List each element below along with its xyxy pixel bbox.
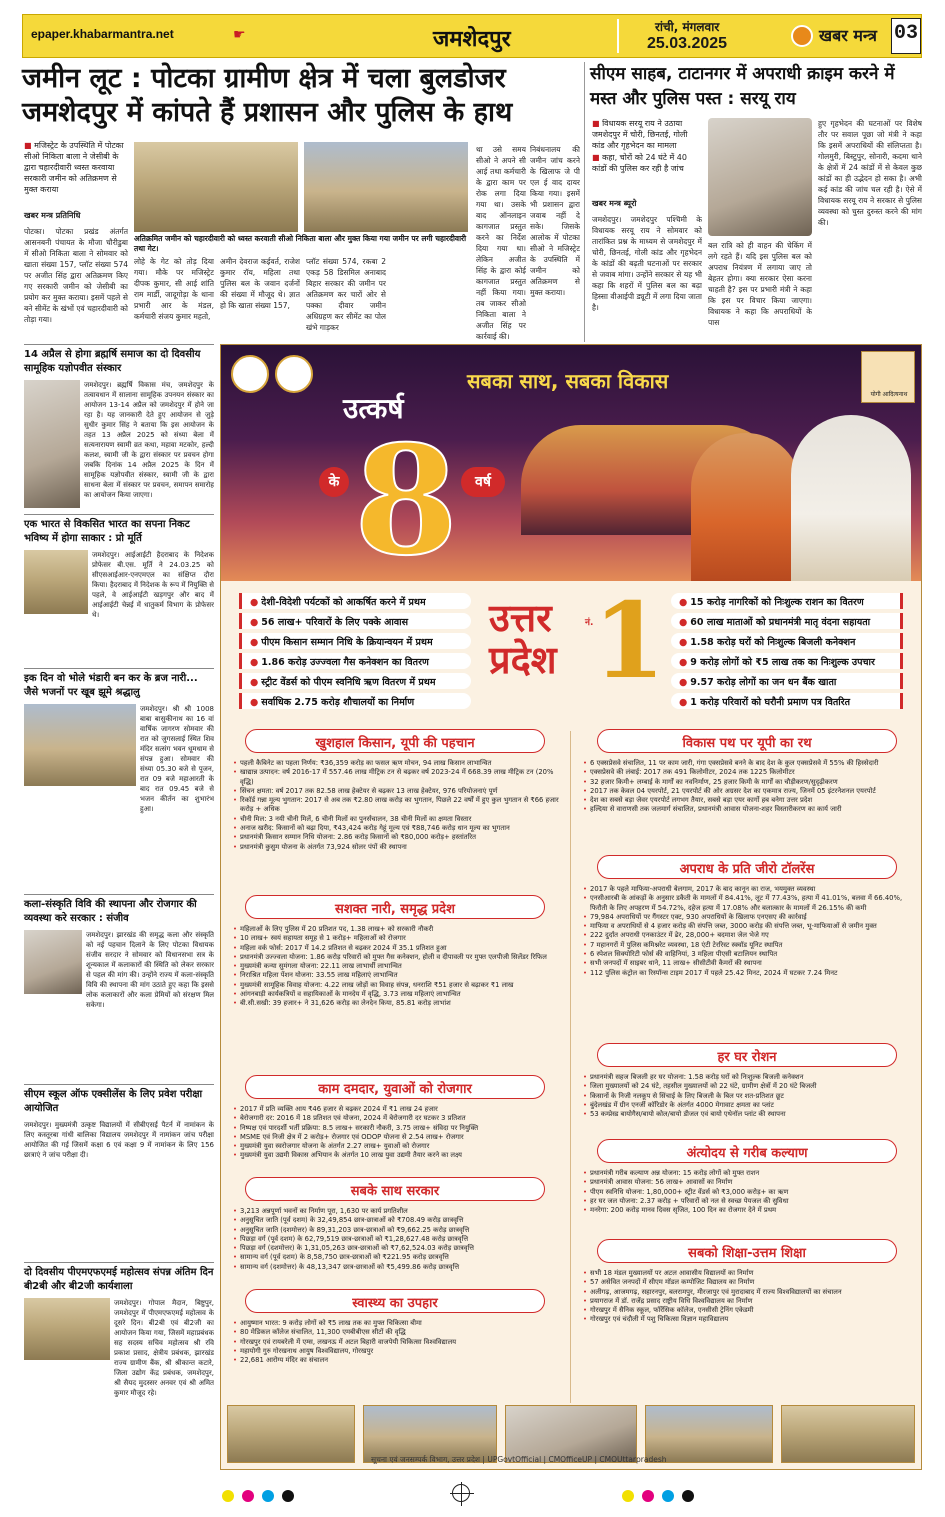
list-item: • मुख्यमंत्री युवा उद्यमी विकास अभियान के अंतर्गत 10 लाख युवा उद्यमी तैयार करने का लक्ष्य	[233, 1151, 565, 1160]
section-title-development: विकास पथ पर यूपी का रथ	[597, 729, 897, 753]
section-list-farmers	[233, 759, 565, 852]
farmer-photo	[227, 1405, 355, 1463]
list-item: • 222 दुर्दांत अपराधी एनकाउंटर में ढेर, 28,000+ बदमाश जेल भेजे गए	[583, 931, 915, 940]
list-item: • बी.सी.सखी: 39 हजार+ ने 31,626 करोड़ का लेनदेन किया, 85.81 करोड़ लाभांश	[233, 999, 565, 1008]
section-list-health	[233, 1319, 565, 1365]
list-item: • महिला वर्क फोर्स: 2017 में 14.2 प्रतिशत से बढ़कर 2024 में 35.1 प्रतिशत हुआ	[233, 944, 565, 953]
list-item: • 3,213 अन्नपूर्णा भवनों का निर्माण पूरा, 1,630 पर कार्य प्रगतिशील	[233, 1207, 565, 1216]
list-item: • प्रयागराज में डॉ. राजेंद्र प्रसाद राष्ट्रीय विधि विश्वविद्यालय का निर्माण	[583, 1297, 915, 1306]
bullet-icon: ●	[679, 597, 688, 608]
section-list-employment	[233, 1105, 565, 1161]
bullet-icon: ●	[250, 657, 259, 668]
ad-hero-banner	[221, 345, 921, 581]
college-building-photo	[781, 1405, 915, 1463]
list-item: • पीएम स्वनिधि योजना: 1,80,000+ स्ट्रीट वेंडर्स को ₹3,000 करोड़+ का ऋण	[583, 1188, 915, 1197]
section-list-inclusive	[233, 1207, 565, 1272]
right-kicker-1-text: विधायक सरयू राय ने उठाया जमशेदपुर में चोरी, छिनतई, गोली कांड और गृहभेदन का मामला	[592, 119, 688, 150]
swatch-magenta	[242, 1490, 254, 1502]
section-title-employment: काम दमदार, युवाओं को रोजगार	[245, 1075, 545, 1099]
pointer-icon: ☛	[233, 27, 246, 43]
swatch-yellow	[222, 1490, 234, 1502]
lead-column-6: निबंधनालय की जमीन जांच करने के खिलाफ जे पी एल ई वाद दायर किया गया। इसमें भी प्रशासन द्वारा जवाब नहीं दे सके। जिसके आलोक में पोटका सीओ ने मजिस्ट्रेट के उपस्थिति में जमीन को अतिक्रमण से मुक्त कराया।	[530, 145, 580, 297]
demolition-site-photo	[304, 142, 468, 232]
section-title-inclusive: सबके साथ सरकार	[245, 1177, 545, 1201]
list-item: • पिछड़ा वर्ग (दशमोत्तर) के 1,31,05,263 छात्र-छात्राओं को ₹7,62,524.03 करोड़ छात्रवृत्ति	[233, 1244, 565, 1253]
list-item: • सामान्य वर्ग (दशमोत्तर) के 48,13,347 छात्र-छात्राओं को ₹5,499.86 करोड़ छात्रवृत्ति	[233, 1263, 565, 1272]
bullet-icon: ●	[250, 697, 259, 708]
list-item: • मुख्यमंत्री कन्या सुमंगला योजना: 22.11 लाख लाभार्थी लाभान्वित	[233, 962, 565, 971]
section-title-welfare: अंत्योदय से गरीब कल्याण	[597, 1139, 897, 1163]
saryu-rai-portrait	[708, 118, 812, 236]
list-item: • गोरखपुर एवं चंदौली में पशु चिकित्सा विज्ञान महाविद्यालय	[583, 1315, 915, 1324]
list-item: • पिछड़ा वर्ग (पूर्व दशम) के 62,79,519 छात्र-छात्राओं को ₹1,28,627.48 करोड़ छात्रवृत्ति	[233, 1235, 565, 1244]
list-item: • मुख्यमंत्री युवा स्वरोजगार योजना के अंतर्गत 2.27 लाख+ युवाओं को रोजगार	[233, 1142, 565, 1151]
lead-column-2: लोहे के गेट को तोड़ दिया गया। मौके पर मजिस्ट्रेट दीपक कुमार, सी आई शांति राम मार्डी, जादूगोड़ा के थाना प्रभारी आर के मंडल, कर्मचारी संजय कुमार महतो,	[134, 257, 214, 321]
list-item: • आंगनबाड़ी कार्यकत्रियों व सहायिकाओं के मानदेय में वृद्धि, 3.73 लाख महिलाएं लाभान्वित	[233, 990, 565, 999]
section-list-development	[583, 759, 915, 815]
list-item: • सभी जनपदों में साइबर थाने, 11 लाख+ सीसीटीवी कैमरों की स्थापना	[583, 959, 915, 968]
section-title-crime: अपराध के प्रति जीरो टॉलरेंस	[597, 855, 897, 879]
list-item: • 2017 के पहले माफिया-अपराधी बेलगाम, 2017 के बाद कानून का राज, भयमुक्त व्यवस्था	[583, 885, 915, 894]
cm-corner-label: योगी आदित्यनाथ	[870, 391, 908, 398]
sidebar-rule	[24, 1262, 214, 1263]
bullet-icon: ■	[592, 153, 603, 162]
fact-left-4: ● 1.86 करोड़ उज्ज्वला गैस कनेक्शन का वितरण	[239, 653, 471, 669]
lead-column-5: था उसे समय सीओ ने अपने सी आई तथा कर्मचारी के द्वारा काम पर रोक लगा दिया गया था। उसके बाद ऑनलाइन कागजात प्रस्तुत करने का निर्देश दिया गया था। लेकिन अजीत सिंह के द्वारा कोई कागजात प्रस्तुत नहीं किया गया। तब जाकर सीओ निकिता बाला ने अजीत सिंह पर कार्रवाई की।	[476, 145, 526, 341]
cm-corner-logo	[861, 351, 915, 403]
narendra-modi-portrait	[791, 415, 911, 581]
section-list-education	[583, 1269, 915, 1325]
list-item: • देश का सबसे बड़ा जेवर एयरपोर्ट लगभग तैयार, सबसे बड़ा एयर कार्गो हब बनेगा उत्तर प्रदेश	[583, 796, 915, 805]
bullet-icon: ■	[592, 119, 603, 128]
bullet-icon: ■	[24, 141, 35, 150]
registration-mark-icon	[452, 1484, 470, 1502]
bhajan-photo	[24, 704, 136, 786]
list-item: • सिंचन क्षमता: वर्ष 2017 तक 82.58 लाख हेक्टेयर से बढ़कर 13 लाख हेक्टेयर, 976 परियोजनाएं पूर्ण	[233, 787, 565, 796]
bullet-icon: ●	[250, 597, 259, 608]
sidebar-text-4: जमशेदपुर। झारखंड की समृद्ध कला और संस्कृति को नई पहचान दिलाने के लिए पोटका विधायक संजीव सरदार ने सोमवार को विधानसभा सत्र के शून्यकाल में कलाकारों की स्थिति को लेकर सरकार से पहल की मांग की। उन्होंने राज्य में कला-संस्कृति विवि की स्थापना की मांग उठाते हुए कहा कि इससे लोक कलाकारों और कला प्रेमियों को संरक्षण मिल सकेगा।	[86, 931, 214, 1009]
brand-name: खबर मन्त्र	[819, 26, 877, 45]
list-item: • 6 एक्सप्रेसवे संचालित, 11 पर काम जारी, गंगा एक्सप्रेसवे बनने के बाद देश के कुल एक्सप्रेसवे में 55% की हिस्सेदारी	[583, 759, 915, 768]
list-item: • प्रधानमंत्री सहज बिजली हर घर योजना: 1.58 करोड़ घरों को निःशुल्क बिजली कनेक्शन	[583, 1073, 915, 1082]
sidebar-head-5: सीएम स्कूल ऑफ एक्सीलेंस के लिए प्रवेश परीक्षा आयोजित	[24, 1089, 203, 1114]
page-number-box	[891, 18, 921, 54]
ad-footer: सूचना एवं जनसम्पर्क विभाग, उत्तर प्रदेश | UPGovtOfficial | CMOfficeUP | CMOUttarpradesh	[371, 1455, 667, 1464]
list-item: • निराश्रित महिला पेंशन योजना: 33.55 लाख महिलाएं लाभान्वित	[233, 971, 565, 980]
section-list-women	[233, 925, 565, 1009]
section-list-welfare	[583, 1169, 915, 1215]
list-item: • पहली कैबिनेट का पहला निर्णय: ₹36,359 करोड़ का फसल ऋण मोचन, 94 लाख किसान लाभान्वित	[233, 759, 565, 768]
eight-numeral: 8	[353, 425, 459, 565]
sidebar-rule	[24, 344, 214, 345]
list-item: • आयुष्मान भारत: 9 करोड़ लोगों को ₹5 लाख तक का मुफ्त चिकित्सा बीमा	[233, 1319, 565, 1328]
lead-column-1: पोटका। पोटका प्रखंड अंतर्गत आसनबनी पंचायत के मौजा चौरीडुबा में सीओ निकिता बाला ने सोमवार को खाता संख्या 157, प्लॉट संख्या 574 पर अजीत सिंह द्वारा अतिक्रमण किए गए सरकारी जमीन को जेसीबी का प्रयोग कर मुक्त कराया। इसमें पहले से बने सीमेंट के खंभों एवं चहारदीवारी को तोड़ा गया।	[24, 227, 128, 324]
list-item: • मनरेगा: 200 करोड़ मानव दिवस सृजित, 100 दिन का रोजगार देने में प्रथम	[583, 1206, 915, 1215]
sidebar-head-1: 14 अप्रैल से होगा ब्रह्मर्षि समाज का दो दिवसीय सामूहिक यज्ञोपवीत संस्कार	[24, 349, 201, 374]
list-item: • जिला मुख्यालयों को 24 घंटे, तहसील मुख्यालयों को 22 घंटे, ग्रामीण क्षेत्रों में 20 घंटे बिजली	[583, 1082, 915, 1091]
ceremony-photo	[24, 380, 80, 508]
ad-utkarsh: उत्कर्ष	[343, 392, 404, 425]
swatch-magenta	[642, 1490, 654, 1502]
page-number: 03	[894, 22, 919, 45]
issue-date: 25.03.2025	[647, 35, 728, 52]
list-item: • 112 पुलिस कंट्रोल का रिस्पॉन्स टाइम 2017 में पहले 25.42 मिनट, 2024 में घटकर 7.24 मिनट	[583, 969, 915, 978]
list-item: • 2017 में प्रति व्यक्ति आय ₹46 हजार से बढ़कर 2024 में ₹1 लाख 24 हजार	[233, 1105, 565, 1114]
sidebar-text-5: जमशेदपुर। मुख्यमंत्री उत्कृष्ट विद्यालयों में सीबीएसई पैटर्न में नामांकन के लिए कस्तूरबा गांधी बालिका विद्यालय जमशेदपुर में नामांकन जांच परीक्षा आयोजित की गई जिसमें कक्षा 6 एवं कक्षा 9 में नामांकन के लिए 156 छात्राएं ने जांच परीक्षा दी।	[24, 1121, 214, 1159]
edition-city: जमशेदपुर	[433, 27, 511, 52]
list-item: • 22,681 आरोग्य मंदिर का संचालन	[233, 1356, 565, 1365]
list-item: • 57 असेवित जनपदों में सीएम मॉडल कम्पोजिट विद्यालय का निर्माण	[583, 1278, 915, 1287]
varsh-badge: वर्ष	[461, 467, 505, 497]
list-item: • प्रधानमंत्री आवास योजना: 56 लाख+ आवासों का निर्माण	[583, 1178, 915, 1187]
lead-kicker	[24, 140, 128, 195]
sidebar-rule	[24, 668, 214, 669]
swatch-cyan	[662, 1490, 674, 1502]
bullet-icon: ●	[679, 677, 688, 688]
list-item: • हर घर जल योजना: 2.37 करोड़ + परिवारों को नल से स्वच्छ पेयजल की सुविधा	[583, 1197, 915, 1206]
list-item: • 6 स्पेशल सिक्योरिटी फोर्स की वाहिनियां, 3 महिला पीएसी बटालियन स्थापित	[583, 950, 915, 959]
right-column-2: बल रात्रि को ही वाहन की चेकिंग में लगे रहते हैं। यदि इस पुलिस बल को अपराध नियंत्रण में लगाया जाए तो बेहतर होगा। क्या सरकार ऐसा करना चाहती है? इस पर प्रभारी मंत्री ने कहा कि इस पर विचार किया जाएगा। विधायक ने कहा कि अपराधियों के पास	[708, 241, 812, 327]
right-column-3: हुए गृहभेदन की घटनाओं पर विशेष तौर पर सवाल पूछा जो मंत्री ने कहा कि इसमें अपराधियों की संलिप्तता है। गोलमुरी, बिस्टुपुर, सोनारी, कदमा थाने के क्षेत्रों में 24 कांडों में से केवल कुछ कांडों का ही उद्भेदन हो सका है। अभी कई कांड की जांच चल रही है। ऐसे में विधायक सरयू राय ने सरकार से पुलिस व्यवस्था को चुस्त दुरुस्त करने की मांग की।	[818, 119, 922, 227]
swatch-yellow	[622, 1490, 634, 1502]
section-title-electricity: हर घर रोशन	[597, 1043, 897, 1067]
list-item: • अनाज खरीद: किसानों को बढ़ा दिया, ₹43,424 करोड़ गेहूं मूल्य एवं ₹88,746 करोड़ धान मूल्य का भुगतान	[233, 824, 565, 833]
list-item: • सामान्य वर्ग (पूर्व दशम) के 8,58,750 छात्र-छात्राओं को ₹221.95 करोड़ छात्रवृत्ति	[233, 1253, 565, 1262]
list-item: • सभी 18 मंडल मुख्यालयों पर अटल आवासीय विद्यालयों का निर्माण	[583, 1269, 915, 1278]
number-label: नं.	[585, 618, 594, 628]
right-kicker-2	[592, 152, 702, 174]
masthead-divider	[617, 19, 619, 53]
sidebar-head-2: एक भारत से विकसित भारत का सपना निकट भविष्य में होगा साकार : प्रो मूर्ति	[24, 519, 190, 544]
list-item: • प्रधानमंत्री कुसुम योजना के अंतर्गत 73,924 सोलर पंपों की स्थापना	[233, 843, 565, 852]
bullet-icon: ●	[679, 617, 688, 628]
list-item: • बेरोजगारी दर: 2016 में 18 प्रतिशत एवं योजना, 2024 में बेरोजगारी दर घटकर 3 प्रतिशत	[233, 1114, 565, 1123]
list-item: • प्रधानमंत्री उज्ज्वला योजना: 1.86 करोड़ परिवारों को मुफ्त गैस कनेक्शन, होली व दीपावली पर मुफ्त एलपीजी सिलेंडर रिफिल	[233, 953, 565, 962]
sun-emblem-icon	[275, 355, 313, 393]
up-government-advertisement	[220, 344, 922, 1470]
section-title-health: स्वास्थ्य का उपहार	[245, 1289, 545, 1313]
bullet-icon: ●	[679, 657, 688, 668]
list-item: • बुंदेलखंड में ग्रीन एनर्जी कॉरिडोर के अंतर्गत 4000 मेगावाट क्षमता का प्लांट	[583, 1101, 915, 1110]
fact-left-1: ● देशी-विदेशी पर्यटकों को आकर्षित करने में प्रथम	[239, 593, 471, 609]
list-item: • 79,984 अपराधियों पर गैंगस्टर एक्ट, 930 अपराधियों के खिलाफ एनएसए की कार्रवाई	[583, 913, 915, 922]
ad-slogan: सबका साथ, सबका विकास	[467, 369, 669, 393]
list-item: • 32 हजार किमी+ लम्बाई के मार्गों का नवनिर्माण, 25 हजार किमी के मार्गों का चौड़ीकरण/सुदृढ़ीकरण	[583, 778, 915, 787]
fact-right-6: ● 1 करोड़ परिवारों को घरौनी प्रमाण पत्र वितरित	[671, 693, 903, 709]
section-title-women: सशक्त नारी, समृद्ध प्रदेश	[245, 895, 545, 919]
list-item: • 7 महानगरों में पुलिस कमिश्नरेट व्यवस्था, 18 एंटी टेररिस्ट स्क्वॉड यूनिट स्थापित	[583, 941, 915, 950]
list-item: • मुख्यमंत्री सामूहिक विवाह योजना: 4.22 लाख जोड़ों का विवाह संपन्न, धनराशि ₹51 हजार से बढ़ाकर ₹1 लाख	[233, 981, 565, 990]
fact-left-6: ● सर्वाधिक 2.75 करोड़ शौचालयों का निर्माण	[239, 693, 471, 709]
bullet-icon: ●	[679, 637, 688, 648]
bullet-icon: ●	[250, 617, 259, 628]
right-byline: खबर मन्त्र ब्यूरो	[592, 199, 637, 208]
sidebar-text-1: जमशेदपुर। ब्रह्मर्षि विकास मंच, जमशेदपुर के तत्वावधान में सालाना सामूहिक उपनयन संस्कार का आयोजन 13-14 अप्रैल को जमशेदपुर में होने जा रहा है। यह जानकारी देते हुए आयोजन से जुड़े सुधीर कुमार सिंह ने बताया कि इस आयोजन के तहत 13 अप्रैल 2025 को संध्या बेला में सत्यनारायण स्वामी व्रत कथा, महावा मटकोर, हल्दी कलश, स्वामी जी के द्वारा संस्कार पर प्रवचन होगा जबकि दिनांक 14 अप्रैल 2025 के दिन में सामूहिक यज्ञोपवीत संस्कार, स्वामी जी के द्वारा साधना बेला में संस्कार पर प्रवचन, समापन समारोह का आयोजन किया जाएगा।	[84, 381, 214, 499]
fact-right-3: ● 1.58 करोड़ घरों को निःशुल्क बिजली कनेक्शन	[671, 633, 903, 649]
prof-murthy-photo	[24, 550, 88, 614]
list-item: • प्रधानमंत्री किसान सम्मान निधि योजना: 2.86 करोड़ किसानों को ₹80,000 करोड़+ हस्तांतरित	[233, 833, 565, 842]
list-item: • हल्दिया से वाराणसी तक जलमार्ग संचालित, प्रधानमंत्री आवास योजना-शहर विस्तारीकरण का कार्य जारी	[583, 805, 915, 814]
list-item: • निष्पक्ष एवं पारदर्शी भर्ती प्रक्रिया: 8.5 लाख+ सरकारी नौकरी, 3.75 लाख+ संविदा पर नियुक्ति	[233, 1124, 565, 1133]
list-item: • माफिया व अपराधियों से 4 हजार करोड़ की संपत्ति जब्त, 3000 करोड़ की संपत्ति जब्त, भू-माफियाओं से जमीन मुक्त	[583, 922, 915, 931]
swatch-cyan	[262, 1490, 274, 1502]
list-item: • गोरखपुर एवं रायबरेली में एम्स, लखनऊ में अटल बिहारी वाजपेयी चिकित्सा विश्वविद्यालय	[233, 1338, 565, 1347]
site-url[interactable]: epaper.khabarmantra.net	[31, 27, 174, 41]
list-item: • अलीगढ़, आजमगढ़, सहारनपुर, बलरामपुर, मीरजापुर एवं मुरादाबाद में राज्य विश्वविद्यालयों का संचालन	[583, 1288, 915, 1297]
list-item: • 53 कम्प्रेस्ड बायोगैस/बायो कोल/बायो डीजल एवं बायो एथेनॉल प्लांट की स्थापना	[583, 1110, 915, 1119]
fact-right-4: ● 9 करोड़ लोगों को ₹5 लाख तक का निःशुल्क उपचार	[671, 653, 903, 669]
lead-kicker-text: मजिस्ट्रेट के उपस्थिति में पोटका सीओ निकिता बाला ने जेसीबी के द्वारा चहारदीवारी ध्वस्त करवाया सरकारी जमीन को अतिक्रमण से मुक्त कराया	[24, 141, 124, 194]
list-item: • MSME एवं निजी क्षेत्र में 2 करोड़+ रोजगार एवं ODOP योजना से 2.54 लाख+ रोजगार	[233, 1133, 565, 1142]
sidebar-text-3: जमशेदपुर। श्री श्री 1008 बाबा बासुकीनाथ का 16 वां वार्षिक जागरण सोमवार की रात को जुगसलाई स्थित शिव मंदिर सत्संग भवन धूमधाम से संपन्न हुआ। सोमवार की संध्या 05.30 बजे से पूजन, रात 09 बजे महाआरती के बाद रात 09.45 बजे से भजन कीर्तन का शुभारंभ हुआ।	[140, 705, 214, 813]
fact-left-3: ● पीएम किसान सम्मान निधि के क्रियान्वयन में प्रथम	[239, 633, 471, 649]
sidebar-head-4: कला-संस्कृति विवि की स्थापना और रोजगार की व्यवस्था करे सरकार : संजीव	[24, 899, 197, 924]
fact-right-5: ● 9.57 करोड़ लोगों का जन धन बैंक खाता	[671, 673, 903, 689]
list-item: • 10 लाख+ स्वयं सहायता समूह से 1 करोड़+ महिलाओं को रोजगार	[233, 934, 565, 943]
section-list-crime	[583, 885, 915, 978]
list-item: • अनुसूचित जाति (पूर्व दशम) के 32,49,854 छात्र-छात्राओं को ₹708.49 करोड़ छात्रवृत्ति	[233, 1216, 565, 1225]
right-kicker-1	[592, 118, 702, 151]
number-one-graphic: 1	[593, 579, 666, 702]
fact-right-2: ● 60 लाख माताओं को प्रधानमंत्री मातृ वंदना सहायता	[671, 613, 903, 629]
list-item: • गोरखपुर में सैनिक स्कूल, फॉरेंसिक कॉलेज, एनसीसी ट्रेनिंग एकेडमी	[583, 1306, 915, 1315]
list-item: • 80 मेडिकल कॉलेज संचालित, 11,300 एमबीबीएस सीटों की वृद्धि	[233, 1328, 565, 1337]
lead-photo-caption: अतिक्रमित जमीन को चहारदीवारी को ध्वस्त करवाती सीओ निकिता बाला और मुक्त किया गया जमीन पर लगी चहारदीवारी तथा गेट।	[134, 234, 467, 253]
list-item: • एक्सप्रेसवे की लंबाई: 2017 तक 491 किलोमीटर, 2024 तक 1225 किलोमीटर	[583, 768, 915, 777]
section-list-electricity	[583, 1073, 915, 1119]
bullet-icon: ●	[679, 697, 688, 708]
up-number-one-title: उत्तर प्रदेश	[489, 596, 557, 682]
brand-icon	[791, 25, 813, 47]
section-title-farmers: खुशहाल किसान, यूपी की पहचान	[245, 729, 545, 753]
sidebar-rule	[24, 894, 214, 895]
place-day: रांची, मंगलवार	[655, 20, 720, 34]
section-title-education: सबको शिक्षा-उत्तम शिक्षा	[597, 1239, 897, 1263]
right-column-1: जमशेदपुर। जमशेदपुर पश्चिमी के विधायक सरयू राय ने सोमवार को तारांकित प्रश्न के माध्यम से जमशेदपुर में चोरी, छिनतई, गोली कांड और गृहभेदन के कांडों की बढ़ती घटनाओं पर सरकार से जवाब मांगा। उन्होंने सरकार से यह भी कहा कि शहरों में पुलिस बल का बढ़ा हिस्सा वीआईपी ड्यूटी में लगा दिया जाता है।	[592, 215, 702, 312]
sidebar-text-2: जमशेदपुर। आईआईटी हैदराबाद के निदेशक प्रोफेसर बी.एस. मूर्ति ने 24.03.25 को सीएसआईआर-एनएमएल का संक्षिप्त दौरा किया। हैदराबाद में निदेशक के रूप में नियुक्ति से पहले, वे आईआईटी खड़गपुर और बाद में आईआईटी चेन्नई में धातुकर्म विभाग के प्रोफेसर थे।	[92, 551, 214, 619]
list-item: • महायोगी गुरु गोरखनाथ आयुष विश्वविद्यालय, गोरखपुर	[233, 1347, 565, 1356]
up-emblem-icon	[231, 355, 269, 393]
sanjeev-sardar-photo	[24, 930, 82, 994]
bullet-icon: ●	[250, 637, 259, 648]
list-item: • प्रधानमंत्री गरीब कल्याण अन्न योजना: 15 करोड़ लोगों को मुफ्त राशन	[583, 1169, 915, 1178]
bulldozer-photo	[134, 142, 298, 232]
masthead	[22, 14, 922, 58]
mahotsav-photo	[24, 1298, 110, 1360]
list-item: • एनसीआरबी के आंकड़ों के अनुसार डकैती के मामलों में 84.41%, लूट में 77.43%, हत्या में 41.01%, बलवा में 66.40%, फिरौती के लिए अपहरण में 54.72%, दहेज हत्या में 17.08% और बलात्कार के मामलों में 26.15% की कमी	[583, 894, 915, 913]
sidebar-text-6: जमशेदपुर। गोपाल मैदान, बिष्टुपुर, जमशेदपुर में पीएमएफएमई महोत्सव के दूसरे दिन। बी2बी एवं बी2जी का आयोजन किया गया, जिसमें महाप्रबंधक सह सदस्य सचिव महोत्सव श्री रवि प्रकाश प्रसाद, क्षेत्रीय प्रबंधक, झारखंड राज्य ग्रामीण बैंक, श्री श्रीकान्त कटारे, जिला उद्योग केंद्र प्रबंधक, जमशेदपुर, श्री सैयद मुदस्सर अनवर एवं श्री अमित कुमार मौजूद रहे।	[114, 1299, 214, 1397]
lead-column-4: प्लॉट संख्या 574, रकबा 2 एकड़ 58 डिसमिल अनाबाद बिहार सरकार की जमीन पर अतिक्रमण कर चारों ओर से पक्का दीवार जमीन अधिग्रहण कर सीमेंट का पोल खंभे गाड़कर	[306, 257, 386, 332]
lead-column-3: अमीन देवराज कईवर्त, राजेश कुमार रॉय, महिला तथा पुलिस बल के जवान दर्जनों की संख्या में मौजूद थे। ज्ञात हो कि खाता संख्या 157,	[220, 257, 300, 310]
fact-left-5: ● स्ट्रीट वेंडर्स को पीएम स्वनिधि ऋण वितरण में प्रथम	[239, 673, 471, 689]
ke-badge: के	[319, 467, 349, 497]
column-rule	[584, 62, 585, 342]
sidebar-rule	[24, 1084, 214, 1085]
ad-column-divider	[570, 731, 571, 1403]
lead-headline: जमीन लूट : पोटका ग्रामीण क्षेत्र में चला बुलडोजर जमशेदपुर में कांपते हैं प्रशासन और पुलिस के हाथ	[22, 63, 513, 128]
brand-logo	[785, 19, 905, 53]
bullet-icon: ●	[250, 677, 259, 688]
sidebar-head-3: इक दिन वो भोले भंडारी बन कर के ब्रज नारी... जैसे भजनों पर खूब झूमे श्रद्धालु	[24, 673, 198, 698]
sidebar-head-6: दो दिवसीय पीएमएफएमई महोत्सव संपन्न अंतिम दिन बी2बी और बी2जी कार्यशाला	[24, 1267, 214, 1292]
swatch-black	[682, 1490, 694, 1502]
right-kicker-2-text: कहा, चोरों को 24 घंटे में 40 कांडों की पुलिस कर रही है जांच	[592, 153, 687, 173]
list-item: • अनुसूचित जाति (दशमोत्तर) के 89,31,203 छात्र-छात्राओं को ₹9,662.25 करोड़ छात्रवृत्ति	[233, 1226, 565, 1235]
list-item: • खाद्यान्न उत्पादन: वर्ष 2016-17 में 557.46 लाख मीट्रिक टन से बढ़कर वर्ष 2023-24 में 668.39 लाख मीट्रिक टन (20% वृद्धि)	[233, 768, 565, 787]
list-item: • रिकॉर्ड गन्ना मूल्य भुगतान: 2017 से अब तक ₹2.80 लाख करोड़ का भुगतान, पिछले 22 वर्षों में हुए कुल भुगतान से ₹66 हजार करोड़ + अधिक	[233, 796, 565, 815]
fact-right-1: ● 15 करोड़ नागरिकों को निःशुल्क राशन का वितरण	[671, 593, 903, 609]
fact-left-2: ● 56 लाख+ परिवारों के लिए पक्के आवास	[239, 613, 471, 629]
sidebar-rule	[24, 514, 214, 515]
right-headline: सीएम साहब, टाटानगर में अपराधी क्राइम करने में मस्त और पुलिस पस्त : सरयू राय	[590, 64, 895, 109]
list-item: • किसानों के निजी नलकूप से सिंचाई के लिए बिजली के बिल पर शत-प्रतिशत छूट	[583, 1092, 915, 1101]
lead-byline: खबर मन्त्र प्रतिनिधि	[24, 211, 81, 220]
list-item: • महिलाओं के लिए पुलिस में 20 प्रतिशत पद, 1.38 लाख+ को सरकारी नौकरी	[233, 925, 565, 934]
swatch-black	[282, 1490, 294, 1502]
eight-years-emblem	[341, 425, 471, 565]
list-item: • 2017 तक केवल 04 एयरपोर्ट, 21 एयरपोर्ट की ओर अग्रसर देश का एकमात्र राज्य, जिनमें 05 इंटरनेशनल एयरपोर्ट	[583, 787, 915, 796]
list-item: • चीनी मिल: 3 नयी चीनी मिलें, 6 चीनी मिलों का पुनर्संचालन, 38 चीनी मिलों का क्षमता विस्तार	[233, 815, 565, 824]
yogi-adityanath-portrait	[691, 433, 801, 581]
